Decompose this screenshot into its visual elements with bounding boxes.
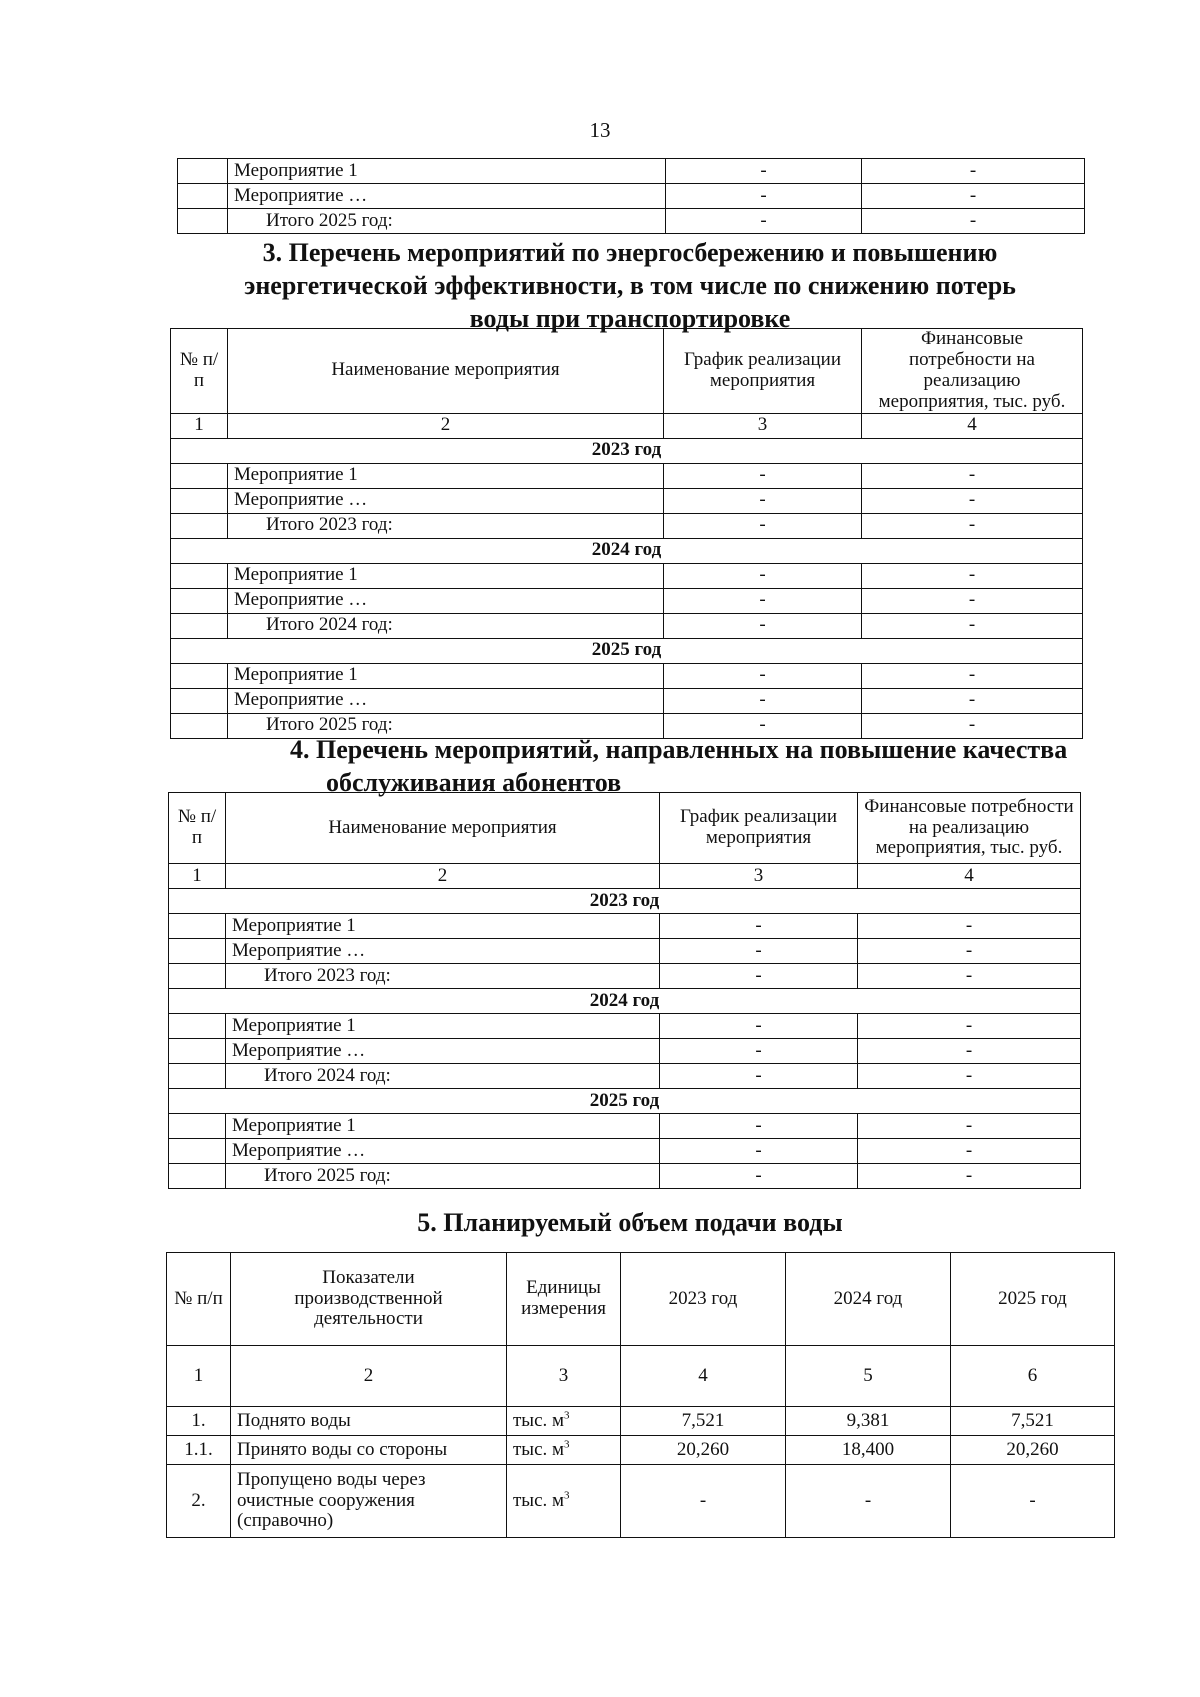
- finance-cell: -: [858, 1164, 1081, 1189]
- finance-cell: -: [858, 1064, 1081, 1089]
- row-number-cell: [169, 939, 226, 964]
- column-number: 3: [507, 1346, 621, 1407]
- column-header: № п/п: [167, 1253, 231, 1346]
- column-header: № п/п: [169, 793, 226, 864]
- row-number-cell: [169, 1164, 226, 1189]
- row-number-cell: [169, 1039, 226, 1064]
- schedule-cell: -: [664, 588, 862, 613]
- column-number: 1: [169, 864, 226, 889]
- table-row: [171, 513, 1083, 538]
- indicator-name-cell: Поднято воды: [231, 1407, 507, 1436]
- total-label-cell: Итого 2024 год:: [226, 1064, 660, 1089]
- finance-cell: -: [862, 513, 1083, 538]
- table-row: [167, 1407, 1115, 1436]
- section-3-title-line: воды при транспортировке: [469, 304, 791, 333]
- section-3-table: [170, 328, 1083, 739]
- column-number: 1: [167, 1346, 231, 1407]
- continuation-table: [177, 158, 1085, 234]
- total-label-cell: Итого 2025 год:: [226, 1164, 660, 1189]
- table-row: [169, 964, 1081, 989]
- section-5-table: [166, 1252, 1115, 1538]
- unit-label: тыс. м: [513, 1438, 565, 1460]
- year-label: 2023 год: [171, 438, 1083, 463]
- column-number-row: [171, 413, 1083, 438]
- table-row: [171, 488, 1083, 513]
- year-row: [169, 1089, 1081, 1114]
- value-cell-2024: 9,381: [786, 1407, 951, 1436]
- column-header: График реализации мероприятия: [660, 793, 858, 864]
- column-number: 4: [858, 864, 1081, 889]
- year-label: 2023 год: [169, 889, 1081, 914]
- row-number-cell: [171, 463, 228, 488]
- event-name-cell: Мероприятие 1: [226, 1114, 660, 1139]
- finance-cell: -: [862, 713, 1083, 738]
- schedule-cell: -: [666, 184, 862, 209]
- header-row: [169, 793, 1081, 864]
- column-number: 3: [660, 864, 858, 889]
- row-number-cell: [171, 688, 228, 713]
- column-header: Показатели производственной деятельности: [231, 1253, 507, 1346]
- event-name-cell: Мероприятие 1: [228, 159, 666, 184]
- year-row: [171, 438, 1083, 463]
- table-row: [169, 1064, 1081, 1089]
- schedule-cell: -: [664, 463, 862, 488]
- column-number: 4: [862, 413, 1083, 438]
- row-number-cell: [171, 663, 228, 688]
- table-row: [171, 613, 1083, 638]
- event-name-cell: Мероприятие 1: [226, 1014, 660, 1039]
- year-row: [169, 989, 1081, 1014]
- value-cell-2024: -: [786, 1465, 951, 1538]
- event-name-cell: Мероприятие …: [226, 1139, 660, 1164]
- column-header: 2024 год: [786, 1253, 951, 1346]
- section-4-title-line: 4. Перечень мероприятий, направленных на повышение качества: [290, 735, 1068, 764]
- schedule-cell: -: [660, 1139, 858, 1164]
- column-header: № п/п: [171, 329, 228, 414]
- unit-cell: [507, 1436, 621, 1465]
- table-row: [169, 1014, 1081, 1039]
- event-name-cell: Мероприятие 1: [228, 563, 664, 588]
- row-number-cell: [171, 563, 228, 588]
- column-header: Финансовые потребности на реализацию мероприятия, тыс. руб.: [858, 793, 1081, 864]
- table-row: [171, 563, 1083, 588]
- schedule-cell: -: [666, 209, 862, 234]
- finance-cell: -: [862, 209, 1085, 234]
- event-name-cell: Мероприятие …: [228, 488, 664, 513]
- column-number: 2: [228, 413, 664, 438]
- column-number: 6: [951, 1346, 1115, 1407]
- row-number-cell: [178, 209, 228, 234]
- row-number-cell: [178, 184, 228, 209]
- section-4-table: [168, 792, 1081, 1189]
- table-row: [169, 1164, 1081, 1189]
- finance-cell: -: [858, 1014, 1081, 1039]
- row-number-cell: [171, 713, 228, 738]
- table-row: [169, 1114, 1081, 1139]
- schedule-cell: -: [664, 488, 862, 513]
- unit-cell: [507, 1465, 621, 1538]
- year-row: [171, 538, 1083, 563]
- unit-label: тыс. м: [513, 1409, 565, 1431]
- column-number: 3: [664, 413, 862, 438]
- unit-label: тыс. м: [513, 1489, 565, 1511]
- total-label-cell: Итого 2023 год:: [228, 513, 664, 538]
- indicator-name-cell: Пропущено воды через очистные сооружения (справочно): [231, 1465, 507, 1538]
- row-number-cell: 2.: [167, 1465, 231, 1538]
- finance-cell: -: [862, 463, 1083, 488]
- schedule-cell: -: [666, 159, 862, 184]
- row-number-cell: [171, 513, 228, 538]
- table-row: [178, 209, 1085, 234]
- row-number-cell: [169, 1139, 226, 1164]
- schedule-cell: -: [664, 613, 862, 638]
- column-number-row: [167, 1346, 1115, 1407]
- row-number-cell: [171, 488, 228, 513]
- value-cell-2023: -: [621, 1465, 786, 1538]
- year-label: 2025 год: [171, 638, 1083, 663]
- schedule-cell: -: [664, 713, 862, 738]
- row-number-cell: 1.1.: [167, 1436, 231, 1465]
- column-number: 1: [171, 413, 228, 438]
- total-label-cell: Итого 2024 год:: [228, 613, 664, 638]
- finance-cell: -: [858, 1139, 1081, 1164]
- section-4-title-line: обслуживания абонентов: [326, 768, 622, 797]
- column-number-row: [169, 864, 1081, 889]
- schedule-cell: -: [660, 939, 858, 964]
- column-header: График реализации мероприятия: [664, 329, 862, 414]
- table-row: [169, 914, 1081, 939]
- schedule-cell: -: [664, 688, 862, 713]
- table-row: [169, 939, 1081, 964]
- table-row: [178, 184, 1085, 209]
- event-name-cell: Мероприятие …: [226, 1039, 660, 1064]
- table-row: [169, 1139, 1081, 1164]
- column-header: Наименование мероприятия: [228, 329, 664, 414]
- schedule-cell: -: [664, 663, 862, 688]
- year-row: [171, 638, 1083, 663]
- value-cell-2023: 7,521: [621, 1407, 786, 1436]
- page-number: 13: [589, 118, 611, 142]
- row-number-cell: [171, 588, 228, 613]
- table-row: [178, 159, 1085, 184]
- row-number-cell: [178, 159, 228, 184]
- event-name-cell: Мероприятие …: [228, 588, 664, 613]
- section-3-title: [170, 236, 1090, 335]
- schedule-cell: -: [660, 964, 858, 989]
- schedule-cell: -: [660, 1039, 858, 1064]
- row-number-cell: [169, 1014, 226, 1039]
- schedule-cell: -: [660, 914, 858, 939]
- table-row: [167, 1436, 1115, 1465]
- year-label: 2024 год: [169, 989, 1081, 1014]
- finance-cell: -: [858, 939, 1081, 964]
- year-label: 2025 год: [169, 1089, 1081, 1114]
- total-label-cell: Итого 2025 год:: [228, 209, 666, 234]
- row-number-cell: [169, 964, 226, 989]
- table-row: [171, 588, 1083, 613]
- unit-cell: [507, 1407, 621, 1436]
- finance-cell: -: [862, 613, 1083, 638]
- column-header: Наименование мероприятия: [226, 793, 660, 864]
- column-header: 2023 год: [621, 1253, 786, 1346]
- table-row: [171, 663, 1083, 688]
- column-number: 5: [786, 1346, 951, 1407]
- finance-cell: -: [862, 563, 1083, 588]
- header-row: [171, 329, 1083, 414]
- table-row: [171, 688, 1083, 713]
- column-header: Единицы измерения: [507, 1253, 621, 1346]
- total-label-cell: Итого 2025 год:: [228, 713, 664, 738]
- year-label: 2024 год: [171, 538, 1083, 563]
- finance-cell: -: [862, 488, 1083, 513]
- schedule-cell: -: [660, 1064, 858, 1089]
- unit-exponent: 3: [564, 1438, 570, 1451]
- schedule-cell: -: [664, 513, 862, 538]
- section-3-title-line: 3. Перечень мероприятий по энергосбережению и повышению: [262, 238, 998, 267]
- finance-cell: -: [862, 184, 1085, 209]
- event-name-cell: Мероприятие 1: [228, 663, 664, 688]
- value-cell-2025: -: [951, 1465, 1115, 1538]
- section-5-title: 5. Планируемый объем подачи воды: [417, 1208, 843, 1237]
- finance-cell: -: [858, 964, 1081, 989]
- year-row: [169, 889, 1081, 914]
- value-cell-2023: 20,260: [621, 1436, 786, 1465]
- finance-cell: -: [858, 1114, 1081, 1139]
- section-3-title-line: энергетической эффективности, в том числе по снижению потерь: [244, 271, 1016, 300]
- finance-cell: -: [858, 914, 1081, 939]
- column-header: 2025 год: [951, 1253, 1115, 1346]
- event-name-cell: Мероприятие …: [228, 184, 666, 209]
- finance-cell: -: [862, 688, 1083, 713]
- table-row: [171, 463, 1083, 488]
- table-row: [167, 1465, 1115, 1538]
- row-number-cell: [169, 1064, 226, 1089]
- schedule-cell: -: [660, 1014, 858, 1039]
- event-name-cell: Мероприятие …: [226, 939, 660, 964]
- schedule-cell: -: [664, 563, 862, 588]
- value-cell-2025: 7,521: [951, 1407, 1115, 1436]
- row-number-cell: [169, 914, 226, 939]
- column-header: Финансовые потребности на реализацию мероприятия, тыс. руб.: [862, 329, 1083, 414]
- column-number: 2: [231, 1346, 507, 1407]
- column-number: 2: [226, 864, 660, 889]
- row-number-cell: [171, 613, 228, 638]
- event-name-cell: Мероприятие 1: [228, 463, 664, 488]
- unit-exponent: 3: [564, 1409, 570, 1422]
- finance-cell: -: [862, 588, 1083, 613]
- total-label-cell: Итого 2023 год:: [226, 964, 660, 989]
- event-name-cell: Мероприятие …: [228, 688, 664, 713]
- finance-cell: -: [858, 1039, 1081, 1064]
- row-number-cell: [169, 1114, 226, 1139]
- finance-cell: -: [862, 663, 1083, 688]
- value-cell-2024: 18,400: [786, 1436, 951, 1465]
- row-number-cell: 1.: [167, 1407, 231, 1436]
- schedule-cell: -: [660, 1164, 858, 1189]
- event-name-cell: Мероприятие 1: [226, 914, 660, 939]
- finance-cell: -: [862, 159, 1085, 184]
- schedule-cell: -: [660, 1114, 858, 1139]
- table-row: [169, 1039, 1081, 1064]
- value-cell-2025: 20,260: [951, 1436, 1115, 1465]
- unit-exponent: 3: [564, 1489, 570, 1502]
- section-4-title: [290, 733, 1110, 799]
- indicator-name-cell: Принято воды со стороны: [231, 1436, 507, 1465]
- header-row: [167, 1253, 1115, 1346]
- column-number: 4: [621, 1346, 786, 1407]
